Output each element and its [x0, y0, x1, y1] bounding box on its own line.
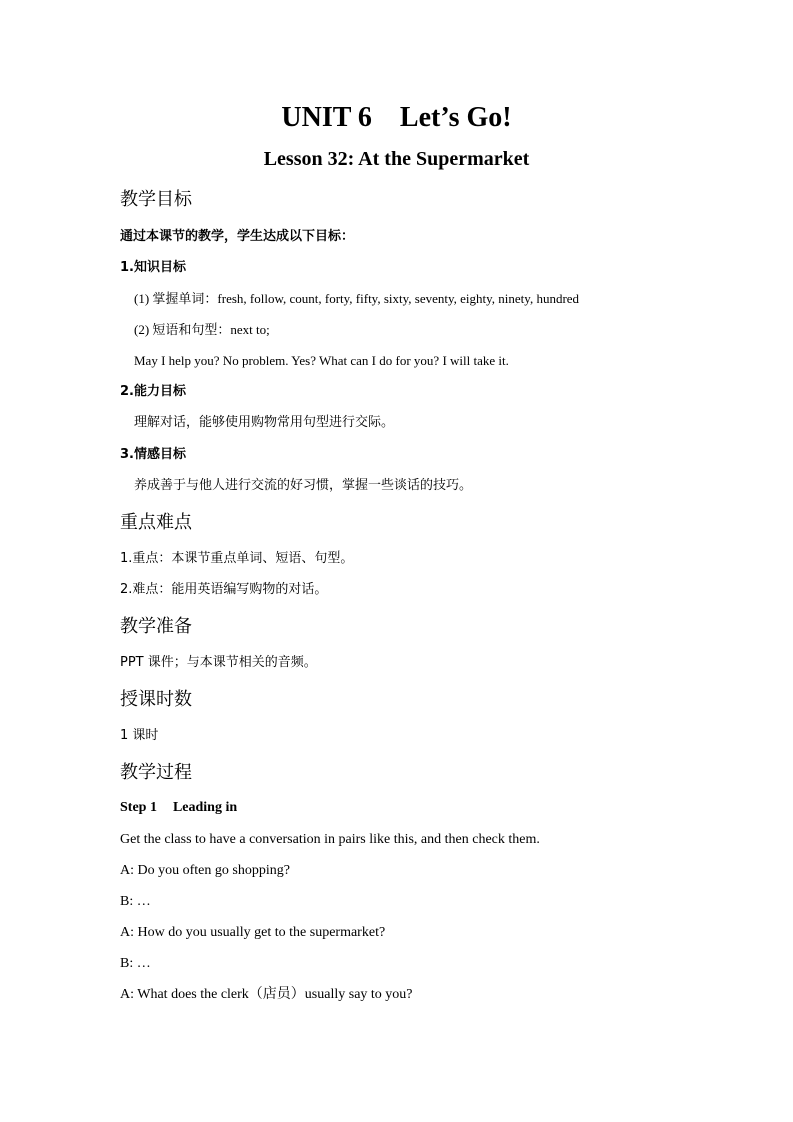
knowledge-item-2: (2) 短语和句型：next to; — [134, 322, 270, 337]
hours-heading: 授课时数 — [120, 689, 192, 710]
prep-text: PPT 课件；与本课节相关的音频。 — [120, 655, 317, 670]
hours-text: 1 课时 — [120, 728, 159, 743]
dialogue-line: B: … — [120, 894, 151, 909]
knowledge-item-1: (1) 掌握单词：fresh, follow, count, forty, fifty, sixty, seventy, eighty, ninety, hundred — [134, 291, 580, 306]
key-difficult-heading: 重点难点 — [120, 512, 192, 533]
emotion-heading: 3.情感目标 — [120, 447, 186, 462]
step1-title: Leading in — [172, 800, 238, 815]
knowledge-sentences: May I help you? No problem. Yes? What can I do for you? I will take it. — [134, 353, 509, 368]
step1-intro: Get the class to have a conversation in pairs like this, and then check them. — [120, 832, 540, 847]
difficult-point: 2.难点：能用英语编写购物的对话。 — [120, 582, 328, 597]
ability-heading: 2.能力目标 — [120, 384, 186, 399]
goals-intro: 通过本课节的教学，学生达成以下目标： — [120, 229, 355, 244]
prep-heading: 教学准备 — [120, 616, 192, 637]
dialogue-line: B: … — [120, 956, 151, 971]
goals-heading: 教学目标 — [120, 189, 192, 210]
key-point: 1.重点：本课节重点单词、短语、句型。 — [120, 551, 354, 566]
emotion-text: 养成善于与他人进行交流的好习惯，掌握一些谈话的技巧。 — [134, 478, 473, 493]
unit-number: UNIT 6 — [281, 102, 372, 133]
unit-name: Let’s Go! — [399, 102, 512, 133]
dialogue-line: A: Do you often go shopping? — [120, 863, 290, 878]
dialogue-line: A: How do you usually get to the supermarket? — [120, 925, 386, 940]
process-heading: 教学过程 — [120, 762, 192, 783]
step1-heading — [120, 799, 237, 817]
ability-text: 理解对话，能够使用购物常用句型进行交际。 — [134, 415, 395, 430]
unit-title — [0, 100, 793, 136]
step1-label: Step 1 — [120, 800, 157, 815]
lesson-title: Lesson 32: At the Supermarket — [263, 148, 530, 170]
dialogue-line: A: What does the clerk（店员）usually say to you? — [120, 987, 413, 1002]
knowledge-heading: 1.知识目标 — [120, 260, 186, 275]
